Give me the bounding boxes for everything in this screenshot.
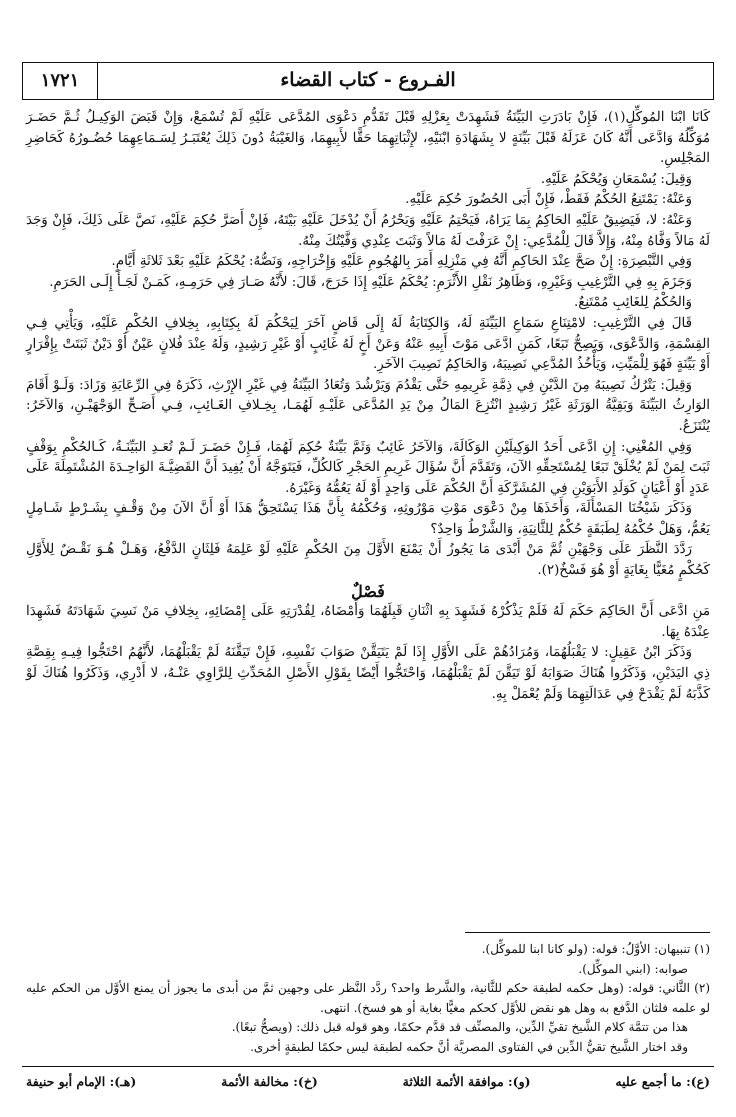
section-heading: فَصْلٌ <box>351 581 385 601</box>
paragraph: وَذَكَرَ شَيْخُنَا المَسْأَلَةَ، وَأَخَذَهَا مِنْ دَعْوَى مَوْتِ مَوْرُوثِهِ، وَحُكْمُهُ بِأَنَّ هَذَا يَسْتَحِقُّ هَذَا أَوْ أَنَّ الآنَ مِنْ وَقْـفٍ بِشَـرْطٍ شَـامِلٍ يَعُمُّ، وَهَلْ حُكْمُهُ لِطَبَقَةٍ حُكْمٌ لِلثَّانِيَةِ، وَالشَّرْطُ وَاحِدٌ؟ <box>26 501 710 537</box>
footnote: (٢) الثَّاني: قوله: (وهل حكمه لطبقة حكم للثَّانية، والشَّرط واحد؟ ردَّد النَّظر على وجهين ثمَّ من أبدى ما يجوز أن يمنع الأوَّل من الحكم عليه لو علمه فلثان الدَّفع به وهل هو نقض للأوَّل كحكم مغيًّا بغاية أو هو فسخ). انتهى. <box>26 981 710 1015</box>
paragraph: وَجَزَمَ بِهِ فِي التَّرْغِيبِ وَغَيْرِهِ، وَظَاهِرُ نَقْلِ الأَثْرَمِ: يُحْكَمُ عَلَيْهِ إِذَا خَرَجَ، قَالَ: لأَنَّهُ صَـارَ فِي حَرَمِـهِ، كَمَـنْ لَجَـأَ إِلَـى الحَرَمِ. <box>49 274 692 290</box>
paragraph: وَقِيلَ: يُسْمَعَانِ وَيُحْكَمُ عَلَيْهِ. <box>540 171 692 187</box>
paragraph: وَعَنْهُ: لا، فَيَضِيقُ عَلَيْهِ الحَاكِمُ بِمَا يَرَاهُ، فَيَحْتِمُ عَلَيْهِ وَيَحْرُمُ أَنْ يُدْخَلَ عَلَيْهِ بَيْتَهُ، فَإِنْ أَصَرَّ حُكِمَ عَلَيْهِ، نَصَّ عَلَى ذَلِكَ، فَإِنْ وَجَدَ لَهُ مَالاً وَفَّاهُ مِنْهُ، وَإِلاَّ قَالَ لِلْمُدَّعِي: إِنْ عَرَفْتَ لَهُ مَالاً وَثَبَتَ عِنْدِي وَفَّيْتُكَ مِنْهُ. <box>26 212 710 249</box>
paragraph: وَالحُكْمُ لِلغَائِبِ مُمْتَنِعٌ. <box>573 295 692 311</box>
paragraph: رَدَّدَ النَّظَرَ عَلَى وَجْهَيْنِ ثُمَّ مَنْ أَبْدَى مَا يَجُوزُ أَنْ يَمْنَعَ الأَوَّلَ مِنَ الحُكْمِ عَلَيْهِ لَوْ عَلِمَهُ فَلِثَانٍ الدَّفْعُ، وَهَـلْ هُـوَ نَقْـضٌ لِلأَوَّلِ كَحُكْمٍ مُغَيًّا بِغَايَةٍ أَوْ هُوَ فَسْخٌ(٢). <box>26 542 710 579</box>
paragraph: وَعَنْهُ: يَمْتَنِعُ الحُكْمُ فَقَطْ، فَإِنْ أَبَى الحُضُورَ حُكِمَ عَلَيْهِ. <box>405 192 692 208</box>
footnote: صوابه: (ابني الموكِّل). <box>578 961 688 976</box>
paragraph: كَانَا ابْنَا المُوكِّلِ(١)، فَإِنْ بَادَرَتِ البَيِّنَةُ فَشَهِدَتْ بِعَزْلِهِ قَبْلَ تَقَدُّمِ دَعْوَى المُدَّعَى عَلَيْهِ لَمْ تُسْمَعْ، وَإِنْ قَبَضَ الوَكِيـلُ ثُـمَّ حَضَـرَ مُوَكِّلُهُ وَادَّعَى أَنَّهُ كَانَ عَزَلَهُ قَبْلَ بَيِّنَةٍ لا بِشَهَادَةِ ابْنَيْهِ، لإِثْبَاتِهِمَا حَقًّا لأَبِيهِمَا، وَالغَيْبَةُ دُونَ ذَلِكَ يُعْتَبَـرُ لِسَـمَاعِهِمَا حُضُـورُهُ كَحَاضِرِ المَجْلِسِ. <box>26 110 710 167</box>
page-number: ١٧٢١ <box>23 63 98 99</box>
footnote-separator <box>465 932 710 933</box>
main-text <box>26 108 710 705</box>
page-header <box>22 62 714 100</box>
paragraph: وَفِي التَّبْصِرَةِ: إِنْ صَحَّ عِنْدَ الحَاكِمِ أَنَّهُ فِي مَنْزِلِهِ أَمَرَ بِالهُجُومِ عَلَيْهِ وَإِخْرَاجِهِ، وَنَصُّهُ: يُحْكَمُ عَلَيْهِ بَعْدَ ثَلاثَةِ أَيَّامٍ. <box>111 254 692 270</box>
paragraph: وَذَكَرَ ابْنُ عَقِيلٍ: لا يَقْبَلُهُمَا، وَمُرَادُهُمْ عَلَى الأَوَّلِ إِذَا لَمْ يَتَيَقَّنْ صَوَابَ نَفْسِهِ، فَإِنْ تَيَقَّنَهُ لَمْ يَقْبَلْهُمَا، لأَنَّهُمُ احْتَجُّوا فِيـهِ بِقِصَّةِ ذِي اليَدَيْنِ، وَذَكَرُوا هُنَاكَ صَوَابَهُ لَوْ تَيَقَّنَ لَمْ يَقْبَلْهُمَا، وَاحْتَجُّوا أَيْضًا بِقَوْلِ الأَصْلِ المُحَدِّثِ لِلرَّاوِي عَنْـهُ، لا أَدْرِي، وَذَكَرُوا هُنَاكَ لَوْ كَذَّبَهُ لَمْ يَقْدَحْ فِي عَدَالَتِهِمَا وَلَمْ يُعْمَلْ بِهِ. <box>26 645 710 702</box>
footnote: هذا من تتمَّة كلام الشَّيخ تقيِّ الدِّين، والمصنِّف قد قدَّم حكمًا، وهو قوله قبل ذلك: (ويصحُّ تبعًا). <box>231 1020 688 1035</box>
page <box>22 62 714 1102</box>
paragraph: قَالَ فِي التَّرْغِيبِ: لامْتِنَاعِ سَمَاعِ البَيِّنَةِ لَهُ، وَالكِتَابَةُ لَهُ إِلَى قَاضٍ آخَرَ لِيَحْكُمَ لَهُ بِكِتَابِهِ، بِخِلافِ الحُكْمِ عَلَيْهِ، وَيَأْتِي فِـي القِسْمَةِ، وَالدَّعْوَى، وَيَصِحُّ تَبَعًا، كَمَنِ ادَّعَى مَوْتَ أَبِيهِ عَنْهُ وَعَنْ أَخٍ لَهُ غَائِبٍ أَوْ غَيْرِ رَشِيدٍ، وَلَهُ عِنْدَ فُلانٍ عَيْنٌ أَوْ دَيْنٌ ثَبَتَتْ بِإِقْرَارٍ أَوْ بَيِّنَةٍ فَهُوَ لِلْمَيِّتِ، وَيَأْخُذُ المُدَّعِي نَصِيبَهُ، وَالحَاكِمُ نَصِيبَ الآخَرِ. <box>26 315 710 373</box>
legend-item: (هـ): الإمام أبو حنيفة <box>26 1074 137 1089</box>
legend-item: (ع): ما أجمع عليه <box>615 1074 710 1089</box>
paragraph: وَفِي المُغْنِي: إِنِ ادَّعَى أَحَدُ الوَكِيلَيْنِ الوَكَالَةَ، وَالآخَرُ غَائِبٌ وَثَمَّ بَيِّنَةٌ حُكِمَ لَهُمَا، فَـإِنْ حَضَـرَ لَـمْ تُعَـدِ البَيِّنَـةُ، كَـالحُكْمِ بِوَقْفٍ ثَبَتَ لِمَنْ لَمْ يُخْلَقْ تَبَعًا لِمُسْتَحِقِّهِ الآنَ، وَتَقَدَّمَ أَنَّ سُؤَالَ غَرِيمِ الحَجْرِ كَالكُلِّ، فَيَتَوَجَّهُ أَنْ يُفِيدَ أَنَّ القَضِيَّـةَ الوَاحِـدَةَ المُشْتَمِلَةَ عَلَى عَدَدٍ أَوْ أَعْيَانٍ كَوَلَدِ الأَبَوَيْنِ فِي المُشَرَّكَةِ أَنَّ الحُكْمَ عَلَى وَاحِدٍ أَوْ لَهُ يَعُمُّهُ وَغَيْرَهُ. <box>26 439 710 496</box>
legend-item: (خ): مخالفة الأئمة <box>221 1074 318 1089</box>
abbreviation-legend <box>22 1066 714 1090</box>
legend-item: (و): موافقة الأئمة الثلاثة <box>402 1074 531 1089</box>
paragraph: وَقِيلَ: يَتْرُكُ نَصِيبَهُ مِنَ الدَّيْنِ فِي ذِمَّةِ غَرِيمِهِ حَتَّى يَقْدُمَ وَيَرْشُدَ وَتُعَادُ البَيِّنَةُ فِي غَيْرِ الإِرْثِ، ذَكَرَهُ فِي الرِّعَايَةِ وَزَادَ: وَلَـوْ أَقَامَ الوَارِثُ البَيِّنَةَ وَبَقِيَّةُ الوَرَثَةِ غَيْرُ رَشِيدٍ انْتُزِعَ المَالُ مِنْ يَدِ المُدَّعَى عَلَيْـهِ لَهُمَـا، بِخِـلافِ الغَـائِبِ، فِـي أَصَـحِّ الوَجْهَيْـنِ، وَالآخَرُ: يُنْتَزَعُ. <box>26 377 710 434</box>
running-title: الفـروع - كتاب القضاء <box>280 69 456 91</box>
footnotes <box>26 940 710 1058</box>
paragraph: مَنِ ادَّعَى أَنَّ الحَاكِمَ حَكَمَ لَهُ فَلَمْ يَذْكُرْهُ فَشَهِدَ بِهِ اثْنَانِ قَبِلَهُمَا وَأَمْضَاهُ، لِقُدْرَتِهِ عَلَى إِمْضَائِهِ، بِخِلافِ مَنْ نَسِيَ شَهَادَتَهُ فَشَهِدَا عِنْدَهُ بِهَا. <box>26 604 710 640</box>
footnote: (١) تنبيهان: الأوَّلُ: قوله: (ولو كانا ابنا للموكِّل). <box>481 942 710 956</box>
footnote: وقد اختار الشَّيخ تقيُّ الدِّين في الفتاوى المصريَّة أنَّ حكمه لطبقة ليس حكمًا لطبقةٍ أخرى. <box>250 1039 688 1054</box>
